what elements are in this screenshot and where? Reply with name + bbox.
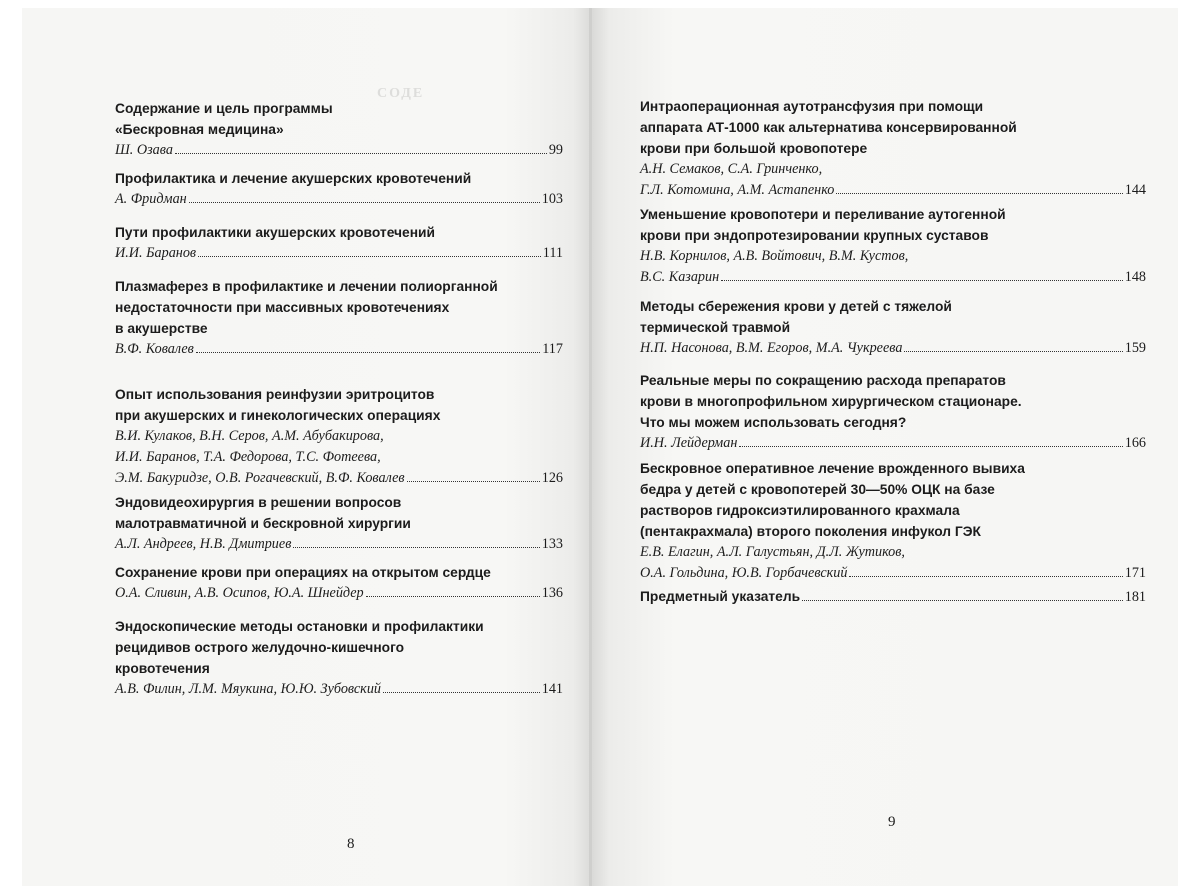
- entry-authors: А.Л. Андреев, Н.В. Дмитриев: [115, 536, 292, 552]
- entry-title: (пентакрахмала) второго поколения инфукол ГЭК: [640, 524, 981, 539]
- entry-last-line: [115, 189, 563, 210]
- entry-last-line: [115, 243, 563, 264]
- leader-dots: [407, 481, 540, 482]
- entry-page-number: 159: [1124, 340, 1146, 356]
- entry-title: Интраоперационная аутотрансфузия при помощи: [640, 99, 984, 114]
- leader-dots: [366, 596, 540, 597]
- entry-authors: О.А. Гольдина, Ю.В. Горбачевский: [640, 565, 848, 581]
- left-page: [22, 8, 590, 886]
- leader-dots: [849, 576, 1122, 577]
- entry-page-number: 126: [541, 470, 563, 486]
- leader-dots: [904, 351, 1122, 352]
- entry-last-line: [640, 338, 1146, 359]
- leader-dots: [721, 280, 1123, 281]
- entry-title: малотравматичной и бескровной хирургии: [115, 516, 411, 531]
- entry-last-line: [115, 583, 563, 604]
- entry-page-number: 117: [542, 341, 563, 357]
- entry-title: при акушерских и гинекологических операциях: [115, 408, 441, 423]
- entry-page-number: 133: [541, 536, 563, 552]
- page-number: 9: [888, 814, 896, 830]
- entry-title: кровотечения: [115, 661, 210, 676]
- leader-dots: [196, 352, 540, 353]
- entry-last-line: [640, 433, 1146, 454]
- entry-title: рецидивов острого желудочно-кишечного: [115, 640, 405, 655]
- right-page: [592, 8, 1178, 886]
- entry-title: крови в многопрофильном хирургическом стационаре.: [640, 394, 1022, 409]
- entry-title: растворов гидроксиэтилированного крахмала: [640, 503, 960, 518]
- entry-title: Эндовидеохирургия в решении вопросов: [115, 495, 402, 510]
- entry-authors: Г.Л. Котомина, А.М. Астапенко: [640, 182, 835, 198]
- entry-authors: Н.В. Корнилов, А.В. Войтович, В.М. Кустов,: [640, 248, 909, 264]
- entry-page-number: 166: [1124, 435, 1146, 451]
- entry-authors: И.И. Баранов: [115, 245, 197, 261]
- entry-page-number: 148: [1124, 269, 1146, 285]
- toc-entry[interactable]: [640, 586, 1146, 608]
- leader-dots: [189, 202, 540, 203]
- toc-entry[interactable]: [115, 276, 563, 360]
- entry-title: термической травмой: [640, 320, 791, 335]
- entry-title: Плазмаферез в профилактике и лечении полиорганной: [115, 279, 498, 294]
- entry-title: в акушерстве: [115, 321, 208, 336]
- entry-title: недостаточности при массивных кровотечениях: [115, 300, 450, 315]
- entry-title: аппарата АТ-1000 как альтернатива консервированной: [640, 120, 1017, 135]
- entry-title: Что мы можем использовать сегодня?: [640, 415, 907, 430]
- entry-authors: Э.М. Бакуридзе, О.В. Рогачевский, В.Ф. Ковалев: [115, 470, 405, 486]
- entry-authors: А. Фридман: [115, 191, 187, 207]
- leader-dots: [836, 193, 1122, 194]
- entry-authors: И.Н. Лейдерман: [640, 435, 738, 451]
- entry-title: Содержание и цель программы: [115, 101, 333, 116]
- entry-last-line: [115, 468, 563, 489]
- entry-title: бедра у детей с кровопотерей 30—50% ОЦК на базе: [640, 482, 995, 497]
- entry-title: «Бескровная медицина»: [115, 122, 284, 137]
- entry-authors: О.А. Сливин, А.В. Осипов, Ю.А. Шнейдер: [115, 585, 364, 601]
- entry-page-number: 99: [548, 142, 563, 158]
- toc-entry[interactable]: [640, 96, 1146, 201]
- entry-authors: А.Н. Семаков, С.А. Гринченко,: [640, 161, 823, 177]
- entry-authors: Н.П. Насонова, В.М. Егоров, М.А. Чукреева: [640, 340, 903, 356]
- entry-page-number: 111: [542, 245, 563, 261]
- entry-page-number: 144: [1124, 182, 1146, 198]
- toc-entry[interactable]: [640, 458, 1146, 584]
- leader-dots: [802, 600, 1123, 601]
- entry-last-line: [115, 339, 563, 360]
- entry-page-number: 181: [1124, 589, 1146, 605]
- entry-title: Профилактика и лечение акушерских кровотечений: [115, 171, 472, 186]
- page-number: 8: [347, 836, 355, 852]
- entry-title: Бескровное оперативное лечение врожденного вывиха: [640, 461, 1025, 476]
- toc-entry[interactable]: [115, 562, 563, 604]
- toc-entry[interactable]: [115, 168, 563, 210]
- toc-entry[interactable]: [115, 384, 563, 489]
- toc-entry[interactable]: [115, 98, 563, 161]
- entry-title: крови при эндопротезировании крупных суставов: [640, 228, 989, 243]
- entry-last-line: [115, 534, 563, 555]
- entry-last-line: [640, 267, 1146, 288]
- entry-title: Пути профилактики акушерских кровотечений: [115, 225, 436, 240]
- entry-title: Опыт использования реинфузии эритроцитов: [115, 387, 435, 402]
- entry-last-line: [115, 140, 563, 161]
- leader-dots: [198, 256, 541, 257]
- leader-dots: [175, 153, 547, 154]
- entry-authors: И.И. Баранов, Т.А. Федорова, Т.С. Фотеева,: [115, 449, 381, 465]
- toc-entry[interactable]: [640, 370, 1146, 454]
- toc-entry[interactable]: [115, 222, 563, 264]
- entry-authors: В.Ф. Ковалев: [115, 341, 194, 357]
- entry-title: Предметный указатель: [640, 589, 801, 604]
- entry-authors: А.В. Филин, Л.М. Мяукина, Ю.Ю. Зубовский: [115, 681, 382, 697]
- entry-title: крови при большой кровопотере: [640, 141, 868, 156]
- toc-entry[interactable]: [115, 492, 563, 555]
- entry-title: Сохранение крови при операциях на открытом сердце: [115, 565, 491, 580]
- leader-dots: [383, 692, 540, 693]
- entry-authors: В.И. Кулаков, В.Н. Серов, А.М. Абубакирова,: [115, 428, 384, 444]
- entry-page-number: 136: [541, 585, 563, 601]
- entry-authors: Ш. Озава: [115, 142, 173, 158]
- entry-title: Реальные меры по сокращению расхода препаратов: [640, 373, 1006, 388]
- leader-dots: [293, 547, 539, 548]
- toc-entry[interactable]: [640, 204, 1146, 288]
- entry-title: Эндоскопические методы остановки и профилактики: [115, 619, 484, 634]
- entry-last-line: [640, 586, 1146, 608]
- leader-dots: [739, 446, 1122, 447]
- bleed-through-text: СОДЕ: [377, 86, 425, 101]
- entry-last-line: [640, 563, 1146, 584]
- entry-last-line: [115, 679, 563, 700]
- entry-page-number: 103: [541, 191, 563, 207]
- entry-title: Уменьшение кровопотери и переливание аутогенной: [640, 207, 1006, 222]
- entry-authors: В.С. Казарин: [640, 269, 720, 285]
- entry-title: Методы сбережения крови у детей с тяжелой: [640, 299, 952, 314]
- entry-authors: Е.В. Елагин, А.Л. Галустьян, Д.Л. Жутиков,: [640, 544, 905, 560]
- toc-entry[interactable]: [640, 296, 1146, 359]
- entry-page-number: 141: [541, 681, 563, 697]
- entry-page-number: 171: [1124, 565, 1146, 581]
- toc-entry[interactable]: [115, 616, 563, 700]
- entry-last-line: [640, 180, 1146, 201]
